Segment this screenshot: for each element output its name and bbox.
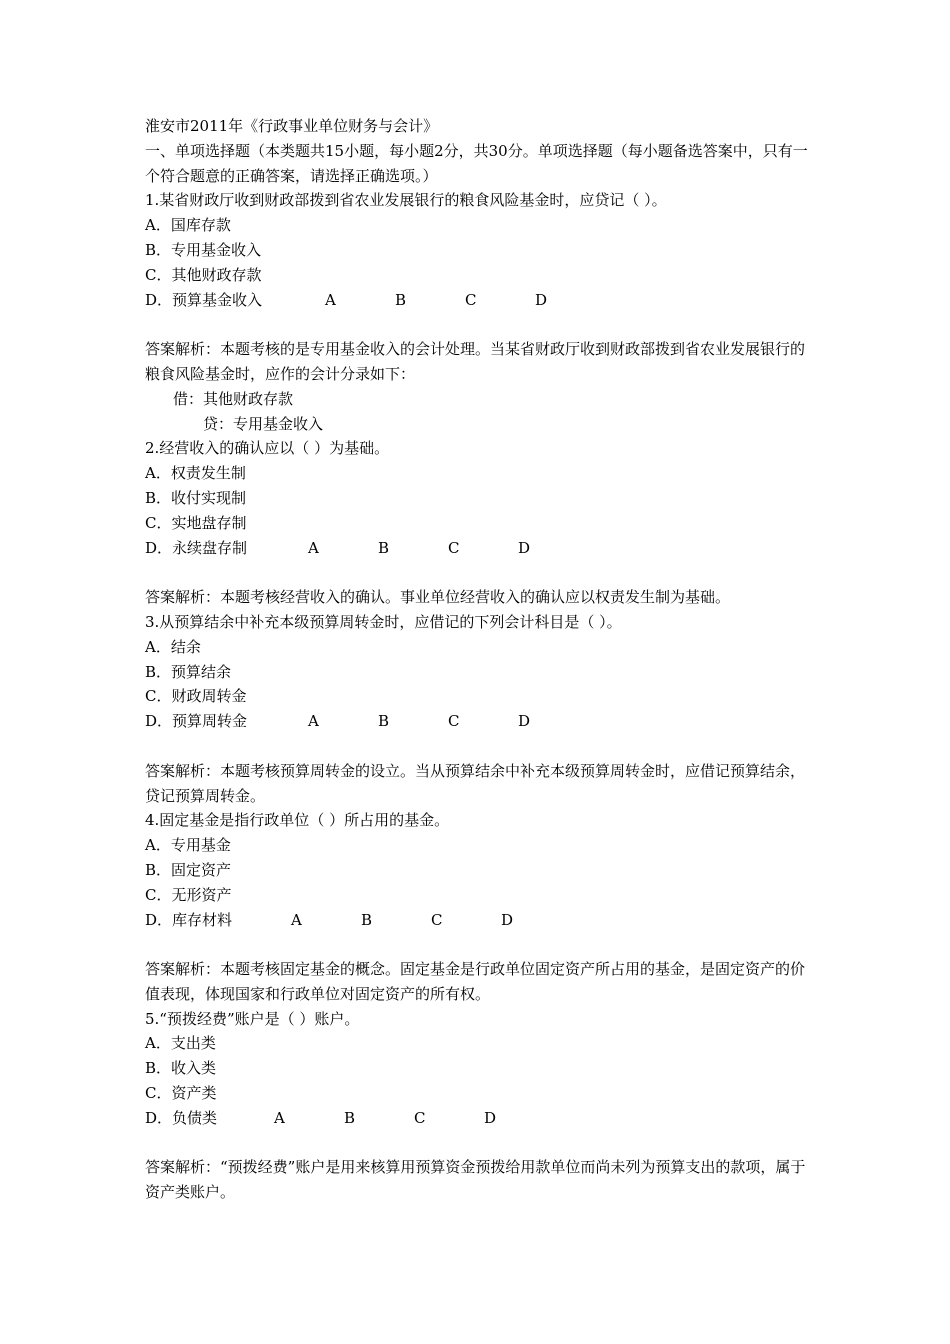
question-stem: 5.“预拨经费”账户是（ ）账户。 [145,1009,360,1028]
answer-choices [325,288,605,313]
option-c: C．其他财政存款 [145,265,262,284]
option-a: A．支出类 [145,1034,216,1053]
question-stem: 4.固定基金是指行政单位（ ）所占用的基金。 [145,811,450,830]
option-a: A．专用基金 [145,836,231,855]
question-1 [145,188,810,436]
spacer [145,932,810,957]
choice-b: B [378,538,390,557]
answer-analysis: 答案解析：本题考核的是专用基金收入的会计处理。当某省财政厅收到财政部拨到省农业发展银行的粮食风险基金时，应作的会计分录如下： [145,340,806,383]
choice-a: A [291,910,302,929]
option-d: D．永续盘存制 [145,538,248,557]
question-2 [145,436,810,610]
answer-analysis: 答案解析：“预拨经费”账户是用来核算用预算资金预拨给用款单位而尚未列为预算支出的款项，属于资产类账户。 [145,1158,806,1202]
option-d-row [145,288,810,313]
choice-a: A [308,712,319,731]
option-d: D．库存材料 [145,910,233,929]
journal-entry-debit: 借：其他财政存款 [173,389,294,408]
question-stem: 1.某省财政厅收到财政部拨到省农业发展银行的粮食风险基金时，应贷记（ ）。 [145,191,667,210]
document-page [145,114,810,1205]
question-5 [145,1007,810,1205]
option-d-row [145,908,810,933]
document-title: 淮安市2011年《行政事业单位财务与会计》 [145,117,439,135]
answer-analysis: 答案解析：本题考核经营收入的确认。事业单位经营收入的确认应以权责发生制为基础。 [145,588,731,607]
choice-d: D [501,910,514,929]
option-b: B．专用基金收入 [145,240,262,259]
choice-b: B [395,290,407,309]
choice-c: C [465,290,477,309]
choice-d: D [518,712,531,731]
option-d-row [145,536,810,561]
section-intro: 一、单项选择题（本类题共15小题，每小题2分，共30分。单项选择题（每小题备选答案中，只有一个符合题意的正确答案，请选择正确选项。） [145,141,808,185]
option-a: A．结余 [145,637,201,656]
option-d-row [145,1106,810,1131]
choice-d: D [518,538,531,557]
option-a: A．权责发生制 [145,464,246,483]
answer-analysis: 答案解析：本题考核固定基金的概念。固定基金是行政单位固定资产所占用的基金，是固定资产的价值表现，体现国家和行政单位对固定资产的所有权。 [145,960,806,1003]
question-stem: 3.从预算结余中补充本级预算周转金时，应借记的下列会计科目是（ ）。 [145,612,622,631]
spacer [145,312,810,337]
option-b: B．收入类 [145,1059,217,1078]
choice-a: A [274,1108,285,1127]
option-b: B．固定资产 [145,860,232,879]
question-3 [145,610,810,808]
spacer [145,734,810,759]
choice-a: A [325,290,336,309]
answer-choices [274,1106,554,1131]
answer-choices [308,536,588,561]
choice-c: C [431,910,443,929]
option-c: C．无形资产 [145,885,232,904]
choice-a: A [308,538,319,557]
choice-b: B [344,1108,356,1127]
question-4 [145,808,810,1006]
journal-entry-credit: 贷：专用基金收入 [203,414,324,433]
option-a: A．国库存款 [145,216,231,235]
option-d: D．预算周转金 [145,712,248,731]
option-c: C．实地盘存制 [145,513,247,532]
option-c: C．财政周转金 [145,687,247,706]
choice-d: D [484,1108,497,1127]
option-d: D．预算基金收入 [145,290,263,309]
choice-b: B [361,910,373,929]
answer-choices [308,709,588,734]
answer-choices [291,908,571,933]
choice-d: D [535,290,548,309]
choice-c: C [448,538,460,557]
spacer [145,1131,810,1156]
option-b: B．收付实现制 [145,488,247,507]
option-d: D．负债类 [145,1108,218,1127]
question-stem: 2.经营收入的确认应以（ ）为基础。 [145,439,390,458]
option-b: B．预算结余 [145,662,232,681]
choice-c: C [414,1108,426,1127]
option-d-row [145,709,810,734]
choice-b: B [378,712,390,731]
spacer [145,560,810,585]
choice-c: C [448,712,460,731]
answer-analysis: 答案解析：本题考核预算周转金的设立。当从预算结余中补充本级预算周转金时，应借记预算结余，贷记预算周转金。 [145,761,806,805]
option-c: C．资产类 [145,1084,217,1103]
